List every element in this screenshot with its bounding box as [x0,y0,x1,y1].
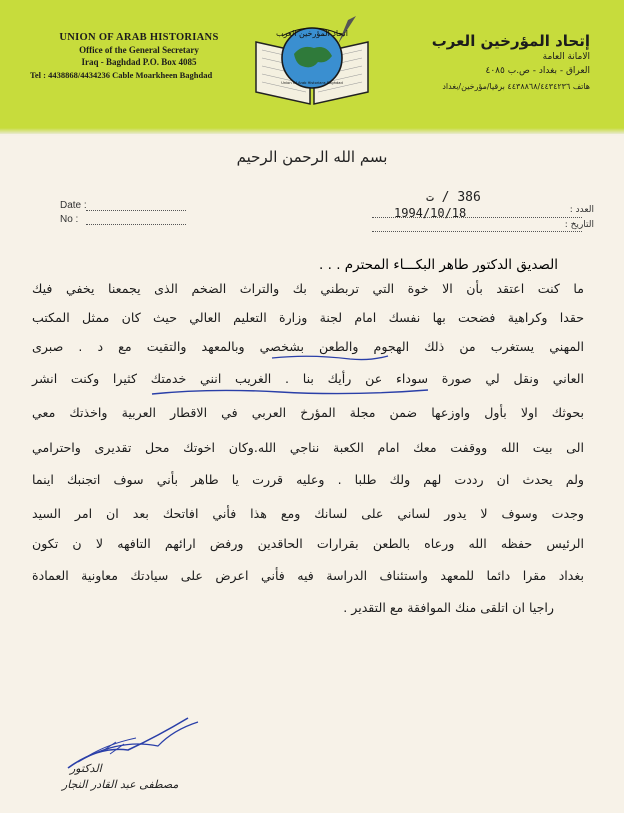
letter-line: بغداد مقرا دائما للمعهد واستئناف الدراسة فيه فأني اعرض على سيادتك معاونية العمادة [32,568,584,583]
basmala: بسم الله الرحمن الرحيم [236,148,388,166]
ref-date-value: 1994/10/18 [394,206,467,220]
letter-line: بحوثك اولا بأول واوزعها ضمن مجلة المؤرخ العربي في الاقطار العربية واخذتك معي [32,405,584,420]
address-en: Iraq - Baghdad P.O. Box 4085 [81,57,197,67]
tel-en: Tel : 4438868/4434236 Cable Moarkheen Baghdad [30,70,213,80]
handwritten-underline [270,350,390,364]
signature-title: الدكتور [70,762,102,775]
org-name-ar: إتحاد المؤرخين العرب [431,32,590,50]
ref-number-value: 386 / ت [426,190,481,205]
letter-line: وجدت وسوف لا يدور لساني على لسانك ومع هذا فأني افاتحك بعد ان امر السيد [32,506,584,521]
letter-line: ولم يحدث ان رددت لهم ولك طلبا . وعليه قررت يا طاهر بأني سوف اتجنبك اينما [32,472,584,487]
no-dotted-line [86,224,186,225]
union-logo [252,14,372,108]
letter-line: حقدا وكراهية فضحت بها نفسك امام لجنة وزارة التعليم العالي حيث كان ممثل المكتب [32,310,584,325]
no-label: No : [60,214,79,225]
letter-line: العاني ونقل لي صورة سوداء عن رأيك بنا . الغريب انني خدمتك كثيرا وكنت انشر [32,371,584,386]
ar-number-label: العدد : [569,205,594,215]
logo-english-text: Union Of Arab Historians Baghdad [281,81,343,85]
logo-arabic-text: اتحاد المؤرخين العرب [276,29,348,38]
ar-date-label: التاريخ : [564,220,594,230]
tel-ar: هاتف ٤٤٣٨٨٦٨/٤٤٣٤٢٣٦ برقيا/مؤرخين/بغداد [442,82,590,91]
letter-line: الى بيت الله ووقفت معك امام الكعبة نناجي الله.وكان اخوتك محل تقديرى واحترامي [32,440,584,455]
address-ar: العراق - بغداد - ص.ب ٤٠٨٥ [485,66,590,76]
letter-line: راجيا ان اتلقى منك الموافقة مع التقدير . [343,600,554,615]
office-ar: الامانة العامة [542,52,590,62]
org-name-en: UNION OF ARAB HISTORIANS [59,32,219,43]
salutation: الصديق الدكتور طاهر البكـــاء المحترم . . . [319,257,558,273]
office-en: Office of the General Secretary [79,45,199,55]
letter-line: ما كنت اعتقد بأن الا خوة التي تربطني بك والتراث الضخم الذى يجمعنا يخفي فيك [32,281,584,296]
handwritten-underline [150,382,430,402]
date-dotted-line [86,210,186,211]
letter-line: الرئيس حفظه الله ورعاه بالطعن بقرارات الحاقدين ورفض ارائهم التافهه لا ن تكون [32,536,584,551]
letterhead-arabic [380,32,590,91]
letter-line: المهني يستغرب من ذلك الهجوم والطعن بشخصي وبالمعهد والتقيت مع د . صبرى [32,339,584,354]
date-label: Date : [60,200,87,211]
letterhead-english [30,32,244,80]
signature-name: مصطفى عبد القادر النجار [62,778,179,791]
ar-date-dotted-line [372,231,582,232]
